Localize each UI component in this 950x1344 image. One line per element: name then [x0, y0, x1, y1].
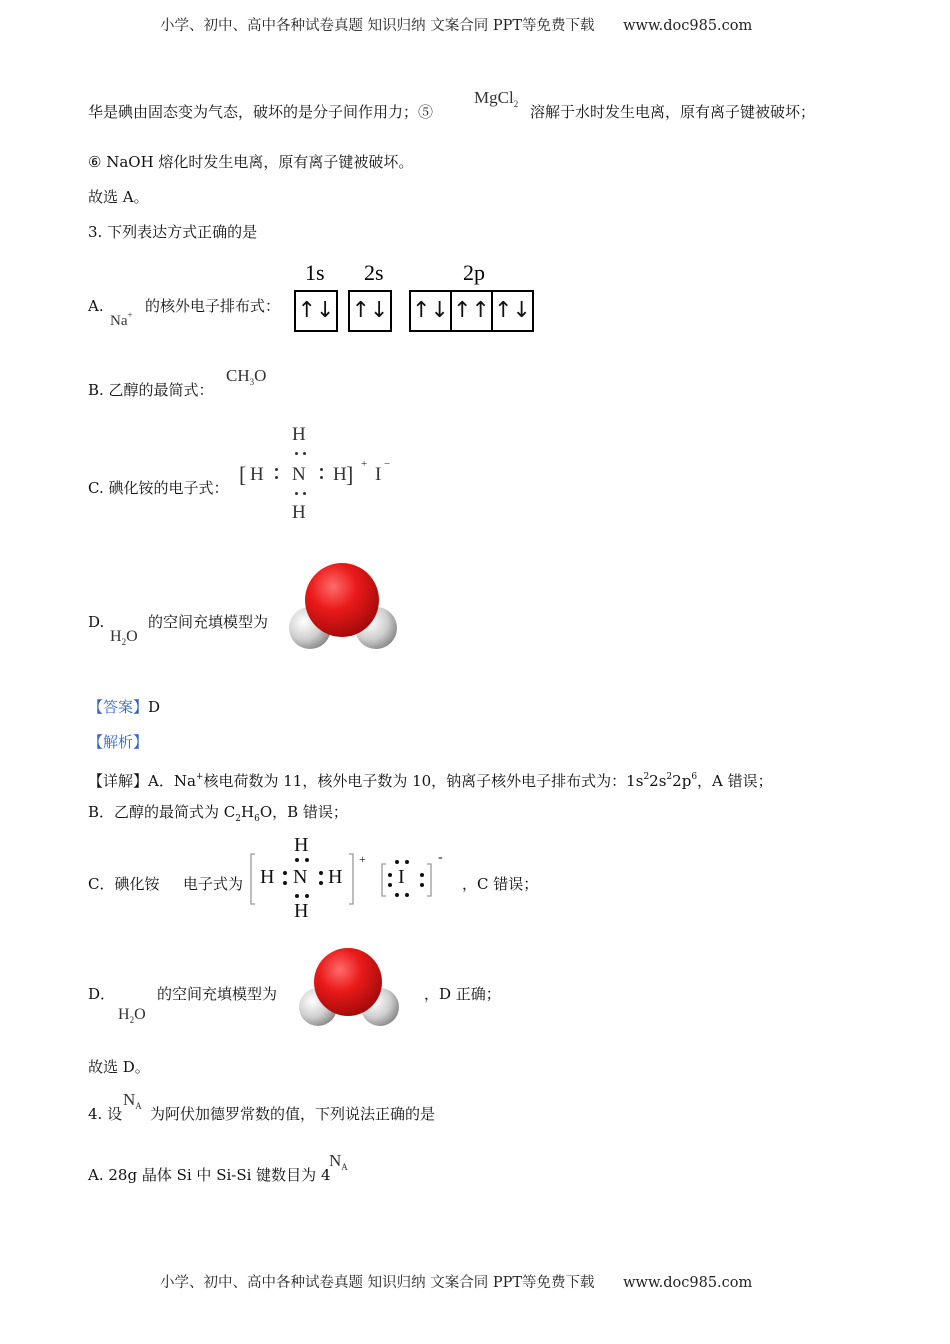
formula-h2o-d-sub: 2: [129, 1015, 135, 1025]
ef-d-h-top: H: [294, 834, 309, 856]
formula-na-constant: [123, 1090, 142, 1111]
ef-d-h-right: H: [328, 866, 343, 888]
orbital-cell: ↑↓: [297, 298, 335, 323]
detail-a-1: A．Na: [148, 772, 196, 790]
ef-dot: [303, 492, 306, 495]
detail-b-3: O，B 错误；: [259, 803, 348, 821]
oxygen-atom: [314, 948, 382, 1016]
orbital-box-2s: [348, 290, 392, 332]
ef-dot: [283, 881, 287, 885]
orbital-cell: ↑↓: [411, 292, 452, 330]
ef-d-n: N: [293, 866, 308, 888]
page-footer: [160, 1271, 752, 1292]
footer-url: www.doc985.com: [623, 1275, 753, 1291]
formula-na-sup: +: [127, 310, 133, 320]
option-d-suffix: 的空间充填模型为: [148, 613, 269, 631]
orbital-label-2p: 2p: [463, 260, 485, 285]
ef-c-h-left: H: [250, 464, 264, 485]
ef-d-h-left: H: [260, 866, 275, 888]
formula-ch3o-a: CH: [226, 366, 250, 385]
formula-na-constant-2-n: N: [329, 1151, 342, 1170]
ef-dot: [420, 873, 424, 877]
detail-d-1: D．: [88, 985, 116, 1003]
line-2: ⑥ NaOH 熔化时发生电离，原有离子键被破坏。: [88, 153, 414, 171]
detail-c-3: ，C 错误；: [462, 875, 539, 893]
detail-b-sub-1: 2: [235, 814, 242, 824]
bracket-lines: [246, 850, 446, 910]
formula-h2o-d-a: H: [118, 1006, 130, 1023]
water-molecule-model-detail: [296, 946, 402, 1032]
ef-c-h-bottom: H: [292, 502, 306, 523]
answer-line: [88, 697, 160, 717]
detail-b: [88, 802, 348, 829]
footer-text: 小学、初中、高中各种试卷真题 知识归纳 文案合同 PPT等免费下载: [160, 1275, 595, 1291]
orbital-cell: ↑↑: [452, 292, 493, 330]
ef-dot: [320, 468, 323, 471]
formula-mgcl2: [474, 88, 518, 109]
ef-dot: [283, 871, 287, 875]
detail-b-2: H: [241, 803, 255, 821]
detail-a-sup-plus: +: [195, 772, 204, 782]
water-molecule-model-option-d: [286, 562, 400, 656]
orbital-box-2p: [409, 290, 534, 332]
detail-a-3: 2s: [649, 772, 667, 790]
ef-dot: [295, 894, 299, 898]
ef-dot: [295, 858, 299, 862]
ef-dot: [319, 871, 323, 875]
conclusion: 故选 D。: [88, 1058, 150, 1076]
answer-value: D: [148, 698, 161, 716]
formula-mgcl-sub: 2: [513, 99, 519, 109]
ef-dot: [395, 893, 399, 897]
page-header: [160, 14, 752, 35]
ef-c-i: I: [375, 464, 382, 485]
formula-h2o-detail: [118, 1006, 146, 1025]
oxygen-atom: [305, 563, 379, 637]
ef-dot: [275, 468, 278, 471]
line-1-text-b: 溶解于水时发生电离，原有离子键被破坏；: [530, 103, 816, 121]
header-url: www.doc985.com: [623, 18, 753, 34]
ammonium-left-bracket: [251, 854, 255, 904]
ef-dot: [395, 860, 399, 864]
orbital-cell: ↑↓: [351, 298, 389, 323]
formula-ch3o-b: O: [254, 366, 267, 385]
header-text: 小学、初中、高中各种试卷真题 知识归纳 文案合同 PPT等免费下载: [160, 18, 595, 34]
detail-d-2: 的空间充填模型为: [157, 985, 278, 1003]
detail-a-5: ，A 错误；: [697, 772, 773, 790]
formula-h2o-d: [110, 628, 138, 647]
question-3: 3. 下列表达方式正确的是: [88, 223, 258, 241]
ef-dot: [305, 894, 309, 898]
detail-a: [88, 767, 773, 791]
ef-d-i: I: [398, 866, 405, 888]
iodide-left-bracket: [382, 864, 386, 896]
detail-tag: 【详解】: [88, 772, 149, 790]
detail-a-4: 2p: [672, 772, 692, 790]
ef-dot: [295, 452, 298, 455]
orbital-box-1s: [294, 290, 338, 332]
formula-na-ion: [110, 310, 133, 330]
option-d-prefix: D.: [88, 613, 105, 631]
line-1: [88, 102, 433, 122]
option-a-prefix: A.: [88, 297, 104, 315]
detail-a-sup-1: 2: [643, 772, 650, 782]
formula-na-constant-2-sub: A: [341, 1162, 348, 1172]
ef-c-n: N: [292, 464, 306, 485]
ef-c-lbracket: [: [239, 462, 247, 487]
answer-tag: 【答案】: [88, 698, 149, 716]
detail-d-3: ，D 正确；: [424, 985, 501, 1003]
formula-ch3o-sub: 3: [249, 377, 255, 387]
formula-mgcl-text: MgCl: [474, 88, 514, 107]
detail-a-2: 核电荷数为 11，核外电子数为 10，钠离子核外电子排布式为：1s: [203, 772, 644, 790]
ef-d-h-bottom: H: [294, 900, 309, 922]
formula-h2o-b: O: [126, 628, 138, 645]
ef-dot: [320, 476, 323, 479]
formula-na-text: Na: [110, 313, 128, 329]
ef-d-plus: +: [359, 852, 366, 866]
option-a-suffix: 的核外电子排布式：: [145, 297, 281, 315]
question-4-a: 4. 设: [88, 1105, 123, 1123]
iodide-right-bracket: [427, 864, 431, 896]
option-b: B. 乙醇的最简式：: [88, 381, 214, 399]
ef-dot: [275, 476, 278, 479]
detail-c-1: C．碘化铵: [88, 875, 160, 893]
ef-dot: [303, 452, 306, 455]
line-3: 故选 A。: [88, 188, 149, 206]
formula-ch3o: [226, 366, 266, 387]
ef-dot: [388, 883, 392, 887]
detail-b-sub-2: 6: [254, 814, 260, 824]
ef-c-minus: −: [384, 458, 391, 470]
option-c: C. 碘化铵的电子式：: [88, 479, 229, 497]
detail-a-sup-2: 2: [666, 772, 673, 782]
question-4-option-a: A. 28g 晶体 Si 中 Si-Si 键数目为 4: [88, 1166, 331, 1184]
orbital-label-1s: 1s: [305, 260, 325, 285]
line-1-b: [530, 102, 815, 122]
formula-h2o-d-b: O: [134, 1006, 146, 1023]
ef-c-h-top: H: [292, 424, 306, 445]
ef-dot: [405, 860, 409, 864]
ef-dot: [319, 881, 323, 885]
detail-c-2: 电子式为: [183, 875, 244, 893]
formula-na-constant-n: N: [123, 1090, 136, 1109]
ef-c-plus: +: [361, 458, 368, 470]
formula-na-constant-sub: A: [135, 1101, 142, 1111]
orbital-cell: ↑↓: [494, 298, 531, 323]
ef-dot: [405, 893, 409, 897]
orbital-label-2s: 2s: [364, 260, 384, 285]
ef-d-minus: -: [438, 850, 443, 865]
ef-dot: [420, 883, 424, 887]
ef-c-h-right: H: [333, 464, 347, 485]
ef-dot: [388, 873, 392, 877]
formula-na-constant-2: [329, 1151, 348, 1172]
ammonium-right-bracket: [349, 854, 353, 904]
formula-h2o-a: H: [110, 628, 122, 645]
question-4-b: 为阿伏加德罗常数的值，下列说法正确的是: [150, 1105, 436, 1123]
ef-dot: [305, 858, 309, 862]
detail-a-sup-3: 6: [691, 772, 698, 782]
ef-dot: [295, 492, 298, 495]
analysis-tag: 【解析】: [88, 733, 149, 751]
ef-c-rbracket: ]: [346, 462, 354, 487]
detail-b-1: B．乙醇的最简式为 C: [88, 803, 236, 821]
formula-h2o-sub: 2: [121, 637, 127, 647]
line-1-text-a: 华是碘由固态变为气态，破坏的是分子间作用力；⑤: [88, 103, 434, 121]
